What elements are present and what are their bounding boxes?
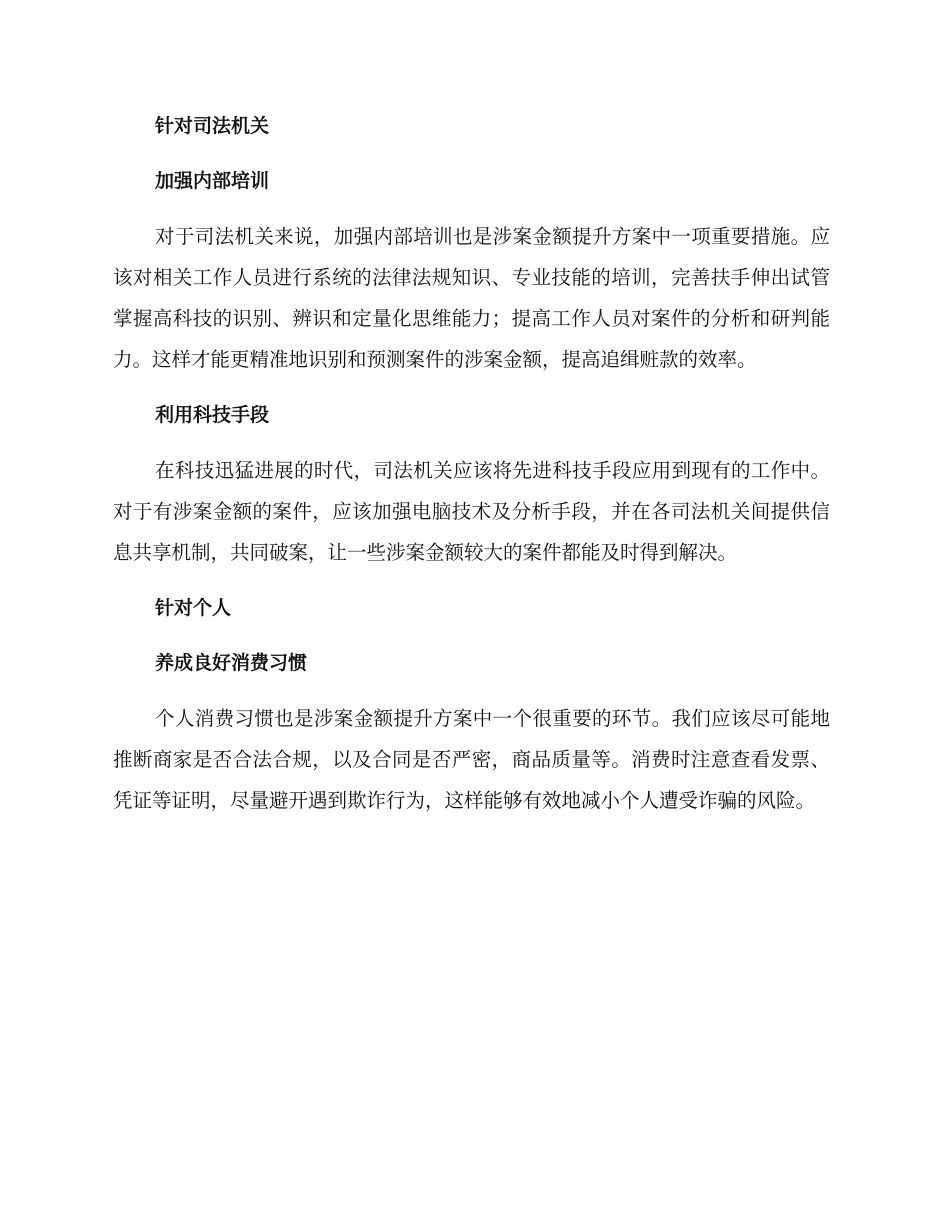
section-heading-internal-training: 加强内部培训 [155,170,270,192]
section-heading-individuals: 针对个人 [155,597,232,619]
section-heading-technology-means: 利用科技手段 [155,404,270,426]
paragraph-consumption-habits: 个人消费习惯也是涉案金额提升方案中一个很重要的环节。我们应该尽可能地推断商家是否合法合规，以及合同是否严密，商品质量等。消费时注意查看发票、凭证等证明，尽量避开遇到欺诈行为，这样能够有效地减小个人遭受诈骗的风险。 [113,707,830,812]
section-heading-judicial-organs: 针对司法机关 [155,115,270,137]
document-body [113,106,830,836]
paragraph-internal-training: 对于司法机关来说，加强内部培训也是涉案金额提升方案中一项重要措施。应该对相关工作人员进行系统的法律法规知识、专业技能的培训，完善扶手伸出试管掌握高科技的识别、辨识和定量化思维能力；提高工作人员对案件的分析和研判能力。这样才能更精准地识别和预测案件的涉案金额，提高追缉赃款的效率。 [113,225,830,371]
section-heading-consumption-habits: 养成良好消费习惯 [155,652,308,674]
paragraph-technology-means: 在科技迅猛进展的时代，司法机关应该将先进科技手段应用到现有的工作中。对于有涉案金额的案件，应该加强电脑技术及分析手段，并在各司法机关间提供信息共享机制，共同破案，让一些涉案金额较大的案件都能及时得到解决。 [113,459,830,564]
